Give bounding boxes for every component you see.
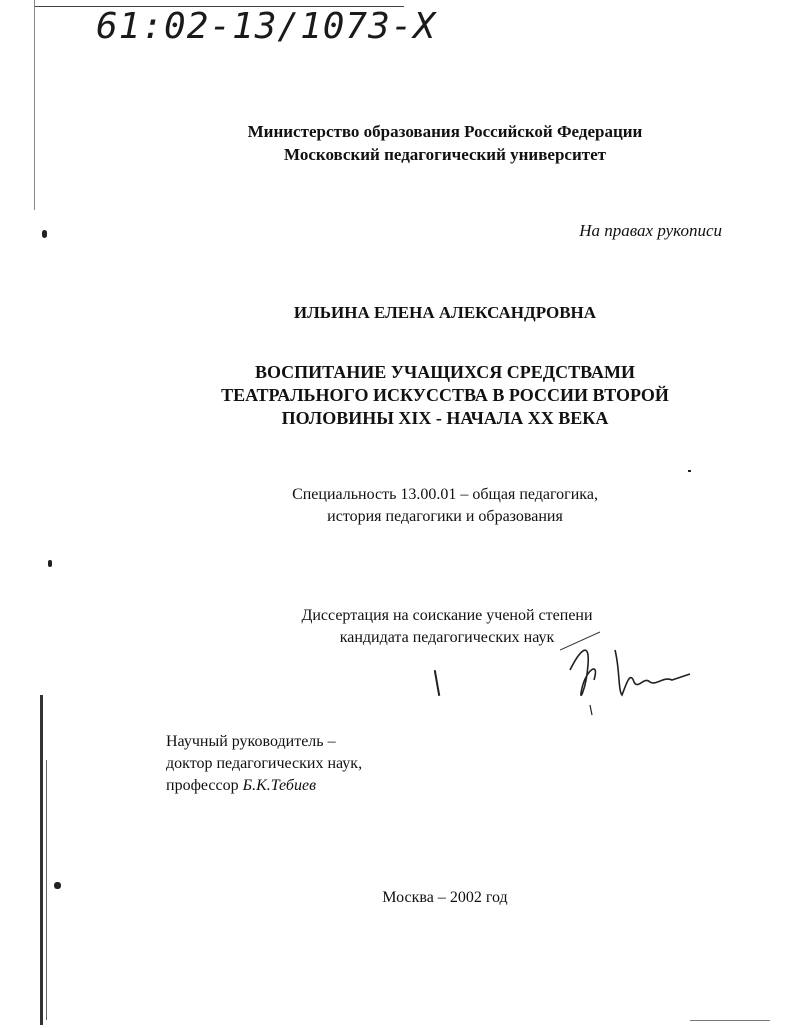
title-line: ТЕАТРАЛЬНОГО ИСКУССТВА В РОССИИ ВТОРОЙ: [221, 385, 669, 405]
ministry-line: Министерство образования Российской Федерации: [247, 122, 643, 141]
scan-edge-line: [40, 695, 43, 1025]
advisor-title: профессор: [166, 777, 239, 794]
specialty: [0, 484, 798, 528]
dissertation-title: [0, 361, 798, 430]
rights-note: На правах рукописи: [579, 221, 722, 240]
specialty-line: история педагогики и образования: [327, 508, 563, 525]
university-line: Московский педагогический университет: [284, 145, 606, 164]
ministry-header: [0, 120, 798, 166]
scan-edge-line: [34, 0, 35, 210]
scan-dot: [48, 560, 52, 567]
scan-dot: [688, 470, 691, 472]
advisor-line: доктор педагогических наук,: [166, 755, 363, 772]
scan-mark: [434, 670, 440, 696]
degree-line: Диссертация на соискание ученой степени: [301, 607, 593, 624]
title-line: ВОСПИТАНИЕ УЧАЩИХСЯ СРЕДСТВАМИ: [254, 362, 636, 382]
scan-edge-line: [690, 1020, 770, 1021]
degree-line: кандидата педагогических наук: [339, 629, 555, 646]
scientific-advisor: [166, 731, 362, 797]
scan-dot: [54, 882, 61, 889]
archive-stamp: 61:02-13/1073-X: [96, 6, 437, 47]
specialty-line: Специальность 13.00.01 – общая педагогика,: [292, 486, 598, 503]
scan-dot: [42, 230, 47, 238]
advisor-name: Б.К.Тебиев: [242, 777, 317, 794]
scan-edge-line: [46, 760, 47, 1020]
city-year: Москва – 2002 год: [382, 889, 508, 906]
advisor-line: [166, 775, 362, 797]
signature-scribble: [560, 610, 700, 720]
author-name: ИЛЬИНА ЕЛЕНА АЛЕКСАНДРОВНА: [293, 303, 597, 322]
advisor-line: Научный руководитель –: [166, 733, 336, 750]
title-line: ПОЛОВИНЫ XIX - НАЧАЛА XX ВЕКА: [281, 408, 609, 428]
